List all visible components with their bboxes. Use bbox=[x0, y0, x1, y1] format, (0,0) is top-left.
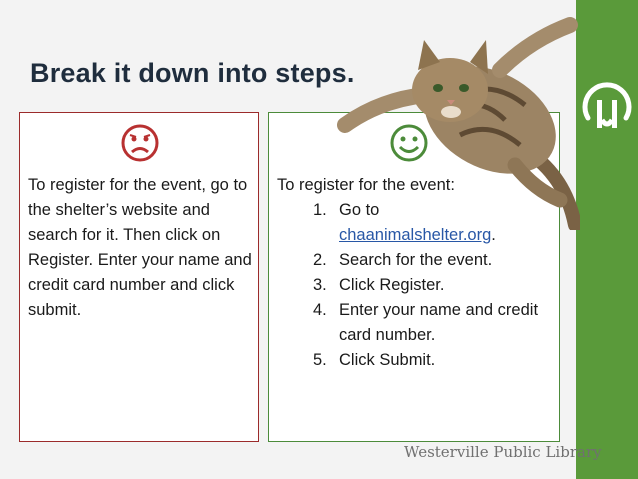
good-example-intro: To register for the event: bbox=[277, 176, 455, 194]
step-text: Click Register. bbox=[339, 276, 445, 294]
step-item bbox=[277, 248, 559, 273]
shelter-website-link[interactable]: chaanimalshelter.org bbox=[339, 226, 492, 244]
step-text: Click Submit. bbox=[339, 351, 436, 369]
step-item bbox=[277, 348, 559, 373]
step-number: 1. bbox=[313, 201, 327, 219]
step-number: 4. bbox=[313, 301, 327, 319]
step-text: Enter your name and credit card number. bbox=[339, 301, 539, 344]
step-punctuation: . bbox=[491, 226, 496, 244]
library-footer: Westerville Public Library bbox=[404, 443, 602, 461]
step-text: Go to bbox=[339, 201, 380, 219]
library-logo-icon bbox=[580, 76, 634, 134]
green-sidebar bbox=[576, 0, 638, 479]
bad-example-box bbox=[19, 112, 259, 442]
step-item bbox=[277, 273, 559, 298]
step-number: 3. bbox=[313, 276, 327, 294]
slide-title: Break it down into steps. bbox=[30, 58, 355, 88]
step-item bbox=[277, 298, 559, 348]
step-text: Search for the event. bbox=[339, 251, 493, 269]
step-number: 5. bbox=[313, 351, 327, 369]
sad-face-icon bbox=[120, 123, 160, 163]
bad-example-text: To register for the event, go to the shelter’s website and search for it. Then click on Register. Enter your name and credit card number and click submit. bbox=[28, 176, 252, 319]
flying-cat-image bbox=[330, 0, 580, 230]
step-number: 2. bbox=[313, 251, 327, 269]
